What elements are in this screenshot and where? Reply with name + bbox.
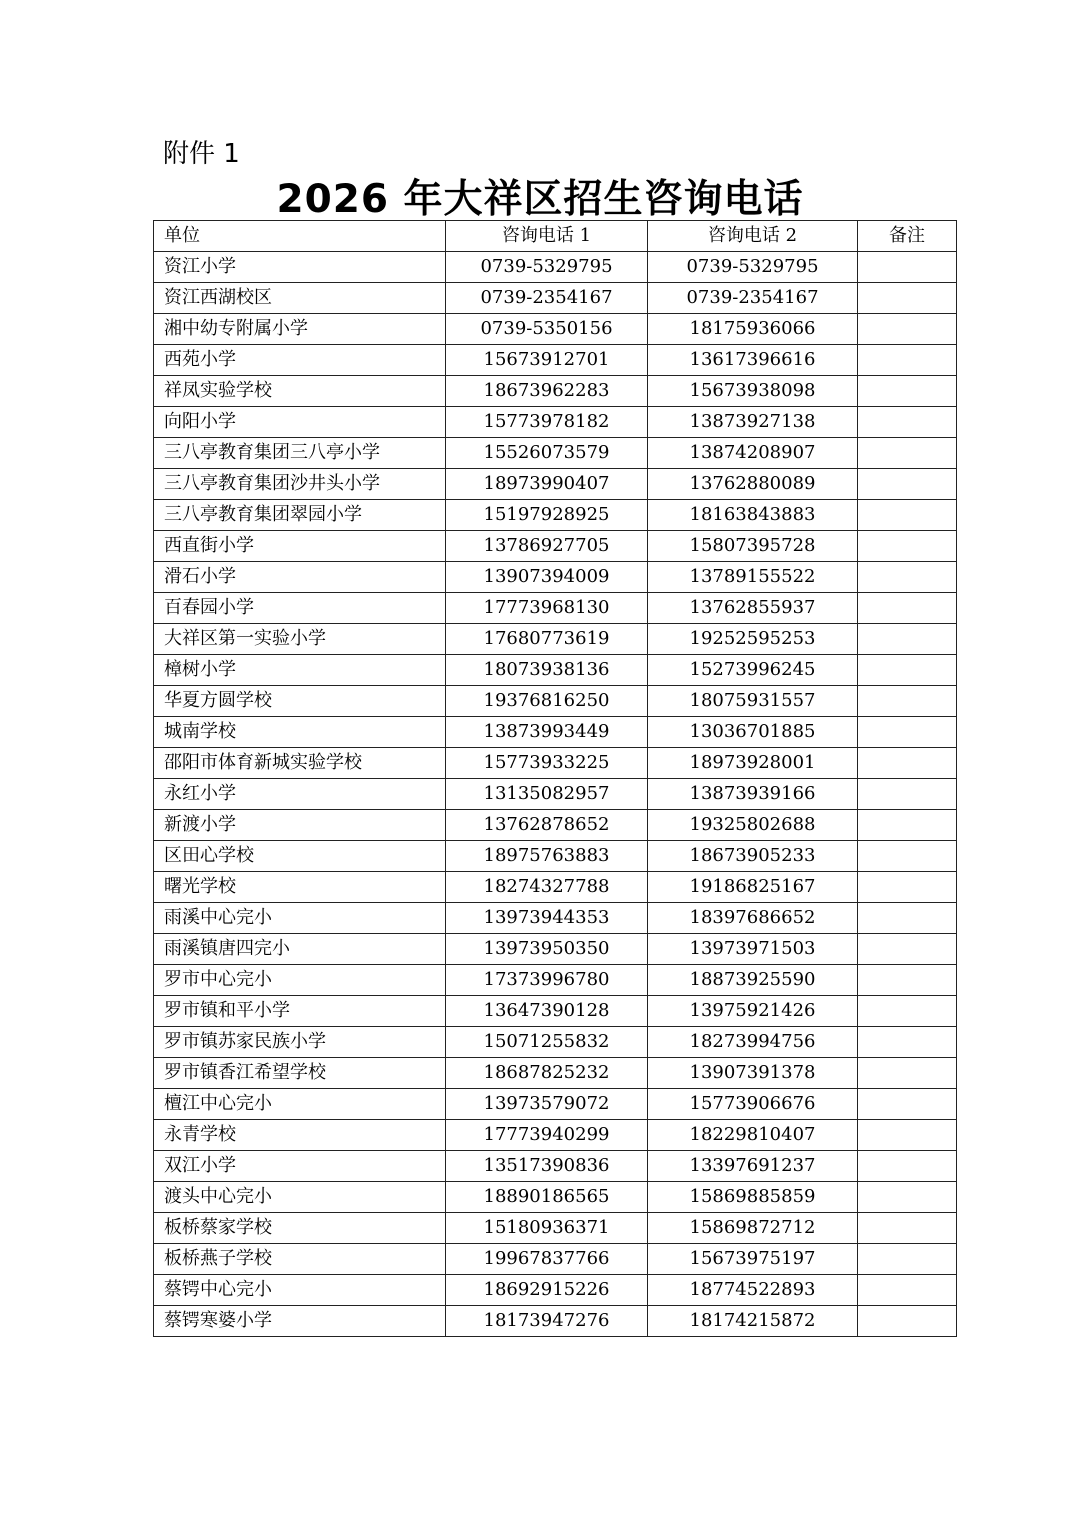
- note-cell: [858, 376, 957, 407]
- phone-1-cell: 13907394009: [446, 562, 648, 593]
- unit-cell: 邵阳市体育新城实验学校: [154, 748, 446, 779]
- phone-2-cell: 13762855937: [648, 593, 858, 624]
- note-cell: [858, 1182, 957, 1213]
- table-row: [154, 283, 957, 314]
- table-row: [154, 562, 957, 593]
- table-row: [154, 376, 957, 407]
- table-row: [154, 996, 957, 1027]
- table-row: [154, 500, 957, 531]
- unit-cell: 三八亭教育集团翠园小学: [154, 500, 446, 531]
- unit-cell: 资江小学: [154, 252, 446, 283]
- table-row: [154, 1151, 957, 1182]
- phone-2-cell: 18273994756: [648, 1027, 858, 1058]
- table-row: [154, 779, 957, 810]
- phone-2-cell: 15673938098: [648, 376, 858, 407]
- phone-2-cell: 13762880089: [648, 469, 858, 500]
- phone-1-cell: 0739-2354167: [446, 283, 648, 314]
- table-row: [154, 593, 957, 624]
- phone-1-cell: 17773940299: [446, 1120, 648, 1151]
- unit-cell: 新渡小学: [154, 810, 446, 841]
- note-cell: [858, 903, 957, 934]
- unit-cell: 西苑小学: [154, 345, 446, 376]
- phone-1-cell: 13517390836: [446, 1151, 648, 1182]
- phone-1-cell: 15180936371: [446, 1213, 648, 1244]
- table-row: [154, 345, 957, 376]
- unit-cell: 三八亭教育集团沙井头小学: [154, 469, 446, 500]
- phone-1-cell: 15071255832: [446, 1027, 648, 1058]
- note-cell: [858, 841, 957, 872]
- unit-cell: 滑石小学: [154, 562, 446, 593]
- phone-1-cell: 19376816250: [446, 686, 648, 717]
- unit-cell: 永青学校: [154, 1120, 446, 1151]
- phone-1-cell: 13786927705: [446, 531, 648, 562]
- table-body: [154, 252, 957, 1337]
- phone-2-cell: 13036701885: [648, 717, 858, 748]
- phone-1-cell: 13873993449: [446, 717, 648, 748]
- phone-2-cell: 19186825167: [648, 872, 858, 903]
- phone-2-cell: 18397686652: [648, 903, 858, 934]
- note-cell: [858, 345, 957, 376]
- page-title: 2026 年大祥区招生咨询电话: [276, 177, 804, 222]
- unit-cell: 渡头中心完小: [154, 1182, 446, 1213]
- phone-2-cell: 18873925590: [648, 965, 858, 996]
- table-row: [154, 1058, 957, 1089]
- phone-2-cell: 15869885859: [648, 1182, 858, 1213]
- phone-1-cell: 18073938136: [446, 655, 648, 686]
- phone-1-cell: 15526073579: [446, 438, 648, 469]
- unit-cell: 湘中幼专附属小学: [154, 314, 446, 345]
- note-cell: [858, 531, 957, 562]
- note-cell: [858, 624, 957, 655]
- phone-2-cell: 15773906676: [648, 1089, 858, 1120]
- phone-2-cell: 13874208907: [648, 438, 858, 469]
- table-row: [154, 965, 957, 996]
- unit-cell: 樟树小学: [154, 655, 446, 686]
- note-cell: [858, 1151, 957, 1182]
- unit-cell: 罗市镇和平小学: [154, 996, 446, 1027]
- note-cell: [858, 1244, 957, 1275]
- table-row: [154, 717, 957, 748]
- table-row: [154, 686, 957, 717]
- unit-cell: 蔡锷寒婆小学: [154, 1306, 446, 1337]
- unit-cell: 祥凤实验学校: [154, 376, 446, 407]
- attachment-label: 附件 1: [163, 139, 240, 169]
- table-row: [154, 314, 957, 345]
- table-row: [154, 872, 957, 903]
- note-cell: [858, 469, 957, 500]
- phone-2-cell: 18973928001: [648, 748, 858, 779]
- note-cell: [858, 1213, 957, 1244]
- table-row: [154, 469, 957, 500]
- unit-cell: 永红小学: [154, 779, 446, 810]
- phone-1-cell: 13973579072: [446, 1089, 648, 1120]
- header-phone-1: 咨询电话 1: [446, 221, 648, 252]
- phone-2-cell: 18174215872: [648, 1306, 858, 1337]
- phone-2-cell: 15807395728: [648, 531, 858, 562]
- phone-2-cell: 13973971503: [648, 934, 858, 965]
- phone-1-cell: 17773968130: [446, 593, 648, 624]
- table-row: [154, 1027, 957, 1058]
- phone-2-cell: 13617396616: [648, 345, 858, 376]
- note-cell: [858, 1089, 957, 1120]
- phone-2-cell: 0739-5329795: [648, 252, 858, 283]
- phone-2-cell: 18673905233: [648, 841, 858, 872]
- table-row: [154, 438, 957, 469]
- table-row: [154, 1182, 957, 1213]
- note-cell: [858, 407, 957, 438]
- unit-cell: 蔡锷中心完小: [154, 1275, 446, 1306]
- unit-cell: 资江西湖校区: [154, 283, 446, 314]
- unit-cell: 板桥蔡家学校: [154, 1213, 446, 1244]
- table-row: [154, 841, 957, 872]
- phone-2-cell: 0739-2354167: [648, 283, 858, 314]
- phone-2-cell: 18175936066: [648, 314, 858, 345]
- phone-2-cell: 13789155522: [648, 562, 858, 593]
- phone-1-cell: 0739-5350156: [446, 314, 648, 345]
- phone-2-cell: 18075931557: [648, 686, 858, 717]
- table-row: [154, 934, 957, 965]
- phone-1-cell: 15197928925: [446, 500, 648, 531]
- phone-1-cell: 17680773619: [446, 624, 648, 655]
- phone-1-cell: 13135082957: [446, 779, 648, 810]
- phone-1-cell: 18274327788: [446, 872, 648, 903]
- phone-1-cell: 18173947276: [446, 1306, 648, 1337]
- phone-2-cell: 15673975197: [648, 1244, 858, 1275]
- contact-table: [153, 220, 957, 1337]
- phone-1-cell: 0739-5329795: [446, 252, 648, 283]
- phone-1-cell: 18973990407: [446, 469, 648, 500]
- note-cell: [858, 283, 957, 314]
- phone-1-cell: 15773978182: [446, 407, 648, 438]
- unit-cell: 雨溪镇唐四完小: [154, 934, 446, 965]
- note-cell: [858, 1275, 957, 1306]
- note-cell: [858, 655, 957, 686]
- note-cell: [858, 779, 957, 810]
- note-cell: [858, 593, 957, 624]
- phone-1-cell: 13973950350: [446, 934, 648, 965]
- phone-1-cell: 18692915226: [446, 1275, 648, 1306]
- unit-cell: 曙光学校: [154, 872, 446, 903]
- table-row: [154, 1275, 957, 1306]
- table-row: [154, 407, 957, 438]
- table-row: [154, 903, 957, 934]
- phone-2-cell: 19325802688: [648, 810, 858, 841]
- table-row: [154, 748, 957, 779]
- header-note: 备注: [858, 221, 957, 252]
- phone-1-cell: 18673962283: [446, 376, 648, 407]
- note-cell: [858, 438, 957, 469]
- note-cell: [858, 1058, 957, 1089]
- unit-cell: 罗市镇苏家民族小学: [154, 1027, 446, 1058]
- header-phone-2: 咨询电话 2: [648, 221, 858, 252]
- phone-2-cell: 13907391378: [648, 1058, 858, 1089]
- unit-cell: 三八亭教育集团三八亭小学: [154, 438, 446, 469]
- unit-cell: 大祥区第一实验小学: [154, 624, 446, 655]
- table-header-row: [154, 221, 957, 252]
- phone-1-cell: 13762878652: [446, 810, 648, 841]
- phone-2-cell: 19252595253: [648, 624, 858, 655]
- phone-1-cell: 19967837766: [446, 1244, 648, 1275]
- note-cell: [858, 934, 957, 965]
- table-row: [154, 252, 957, 283]
- unit-cell: 雨溪中心完小: [154, 903, 446, 934]
- phone-2-cell: 13975921426: [648, 996, 858, 1027]
- unit-cell: 罗市镇香江希望学校: [154, 1058, 446, 1089]
- unit-cell: 双江小学: [154, 1151, 446, 1182]
- phone-2-cell: 15869872712: [648, 1213, 858, 1244]
- note-cell: [858, 252, 957, 283]
- phone-1-cell: 18975763883: [446, 841, 648, 872]
- note-cell: [858, 810, 957, 841]
- phone-1-cell: 13973944353: [446, 903, 648, 934]
- phone-1-cell: 18890186565: [446, 1182, 648, 1213]
- phone-2-cell: 18229810407: [648, 1120, 858, 1151]
- table-row: [154, 531, 957, 562]
- phone-1-cell: 17373996780: [446, 965, 648, 996]
- header-unit: 单位: [154, 221, 446, 252]
- phone-2-cell: 15273996245: [648, 655, 858, 686]
- table-row: [154, 1213, 957, 1244]
- note-cell: [858, 500, 957, 531]
- phone-2-cell: 13397691237: [648, 1151, 858, 1182]
- phone-1-cell: 15773933225: [446, 748, 648, 779]
- table-row: [154, 1120, 957, 1151]
- note-cell: [858, 562, 957, 593]
- phone-1-cell: 13647390128: [446, 996, 648, 1027]
- note-cell: [858, 717, 957, 748]
- phone-2-cell: 13873939166: [648, 779, 858, 810]
- unit-cell: 百春园小学: [154, 593, 446, 624]
- note-cell: [858, 686, 957, 717]
- phone-1-cell: 18687825232: [446, 1058, 648, 1089]
- table-row: [154, 655, 957, 686]
- note-cell: [858, 996, 957, 1027]
- unit-cell: 檀江中心完小: [154, 1089, 446, 1120]
- table-row: [154, 1306, 957, 1337]
- unit-cell: 华夏方圆学校: [154, 686, 446, 717]
- unit-cell: 区田心学校: [154, 841, 446, 872]
- unit-cell: 罗市中心完小: [154, 965, 446, 996]
- note-cell: [858, 1306, 957, 1337]
- table-row: [154, 1089, 957, 1120]
- table-row: [154, 810, 957, 841]
- unit-cell: 板桥燕子学校: [154, 1244, 446, 1275]
- phone-2-cell: 18163843883: [648, 500, 858, 531]
- unit-cell: 向阳小学: [154, 407, 446, 438]
- table-row: [154, 1244, 957, 1275]
- note-cell: [858, 965, 957, 996]
- phone-1-cell: 15673912701: [446, 345, 648, 376]
- unit-cell: 城南学校: [154, 717, 446, 748]
- phone-2-cell: 13873927138: [648, 407, 858, 438]
- note-cell: [858, 872, 957, 903]
- note-cell: [858, 1120, 957, 1151]
- note-cell: [858, 314, 957, 345]
- table-row: [154, 624, 957, 655]
- note-cell: [858, 1027, 957, 1058]
- phone-2-cell: 18774522893: [648, 1275, 858, 1306]
- note-cell: [858, 748, 957, 779]
- unit-cell: 西直街小学: [154, 531, 446, 562]
